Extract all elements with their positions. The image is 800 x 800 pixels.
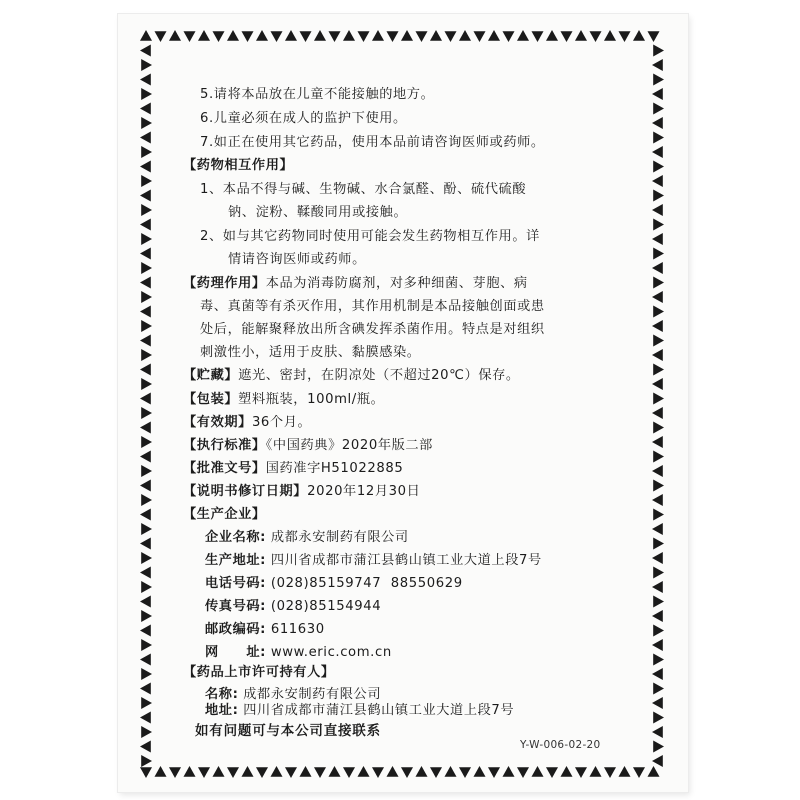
manufacturer-name-label: 企业名称: (205, 530, 267, 545)
revision-line (183, 483, 420, 501)
manufacturer-web-line (205, 644, 392, 662)
holder-address-line (205, 702, 514, 720)
manufacturer-zip-label: 邮政编码: (205, 622, 267, 637)
manufacturer-address: 四川省成都市蒲江县鹤山镇工业大道上段7号 (270, 553, 542, 568)
validity-label: 【有效期】 (183, 415, 252, 430)
storage-value: 遮光、密封，在阴凉处（不超过20℃）保存。 (238, 368, 520, 383)
holder-name-label: 名称: (205, 687, 239, 702)
validity-line (183, 414, 311, 432)
manufacturer-phone-line (205, 575, 463, 593)
manufacturer-phone: (028)85159747 88550629 (270, 576, 463, 591)
manufacturer-address-label: 生产地址: (205, 553, 267, 568)
approval-value: 国药准字H51022885 (265, 461, 404, 476)
warning-6: 6.儿童必须在成人的监护下使用。 (200, 111, 407, 126)
manufacturer-heading: 【生产企业】 (183, 507, 266, 522)
approval-label: 【批准文号】 (183, 461, 266, 476)
package-label: 【包装】 (183, 392, 239, 407)
manufacturer-zip: 611630 (270, 622, 325, 637)
interactions-item2-line1: 2、如与其它药物同时使用可能会发生药物相互作用。详 (200, 229, 540, 244)
package-value: 塑料瓶装，100ml/瓶。 (238, 392, 385, 407)
holder-heading: 【药品上市许可持有人】 (183, 665, 335, 680)
standard-value: 《中国药典》2020年版二部 (265, 438, 433, 453)
warning-5: 5.请将本品放在儿童不能接触的地方。 (200, 87, 435, 102)
interactions-item2-line2: 情请咨询医师或药师。 (228, 252, 366, 267)
manufacturer-name: 成都永安制药有限公司 (270, 530, 409, 545)
manufacturer-fax-line (205, 598, 381, 616)
standard-line (183, 437, 433, 455)
manufacturer-name-line (205, 529, 409, 547)
manufacturer-web: www.eric.com.cn (270, 645, 392, 660)
contact-note: 如有问题可与本公司直接联系 (195, 723, 381, 739)
validity-value: 36个月。 (251, 415, 312, 430)
document-code: Y-W-006-02-20 (520, 739, 601, 751)
manufacturer-fax-label: 传真号码: (205, 599, 267, 614)
revision-label: 【说明书修订日期】 (183, 484, 308, 499)
interactions-heading: 【药物相互作用】 (183, 158, 294, 173)
storage-label: 【贮藏】 (183, 368, 239, 383)
revision-value: 2020年12月30日 (307, 484, 421, 499)
holder-address: 四川省成都市蒲江县鹤山镇工业大道上段7号 (243, 703, 515, 718)
interactions-item1-line1: 1、本品不得与碱、生物碱、水合氯醛、酚、硫代硫酸 (200, 182, 527, 197)
warning-7: 7.如正在使用其它药品，使用本品前请咨询医师或药师。 (200, 135, 545, 150)
pharmacology-heading: 【药理作用】 (183, 276, 266, 291)
interactions-item1-line2: 钠、淀粉、鞣酸同用或接触。 (228, 205, 408, 220)
pharmacology-line3: 处后，能解聚释放出所含碘发挥杀菌作用。特点是对组织 (200, 322, 545, 337)
holder-name: 成都永安制药有限公司 (243, 687, 382, 702)
pharmacology-line1 (183, 275, 528, 293)
pharmacology-line4: 刺激性小，适用于皮肤、黏膜感染。 (200, 345, 421, 360)
pharmacology-text-1: 本品为消毒防腐剂，对多种细菌、芽胞、病 (265, 276, 528, 291)
standard-label: 【执行标准】 (183, 438, 266, 453)
manufacturer-fax: (028)85154944 (270, 599, 382, 614)
manufacturer-zip-line (205, 621, 325, 639)
holder-address-label: 地址: (205, 703, 239, 718)
package-line (183, 391, 384, 409)
manufacturer-address-line (205, 552, 542, 570)
storage-line (183, 367, 520, 385)
manufacturer-phone-label: 电话号码: (205, 576, 267, 591)
approval-line (183, 460, 403, 478)
pharmacology-line2: 毒、真菌等有杀灭作用，其作用机制是本品接触创面或患 (200, 299, 545, 314)
manufacturer-web-label: 网 址: (205, 645, 267, 660)
